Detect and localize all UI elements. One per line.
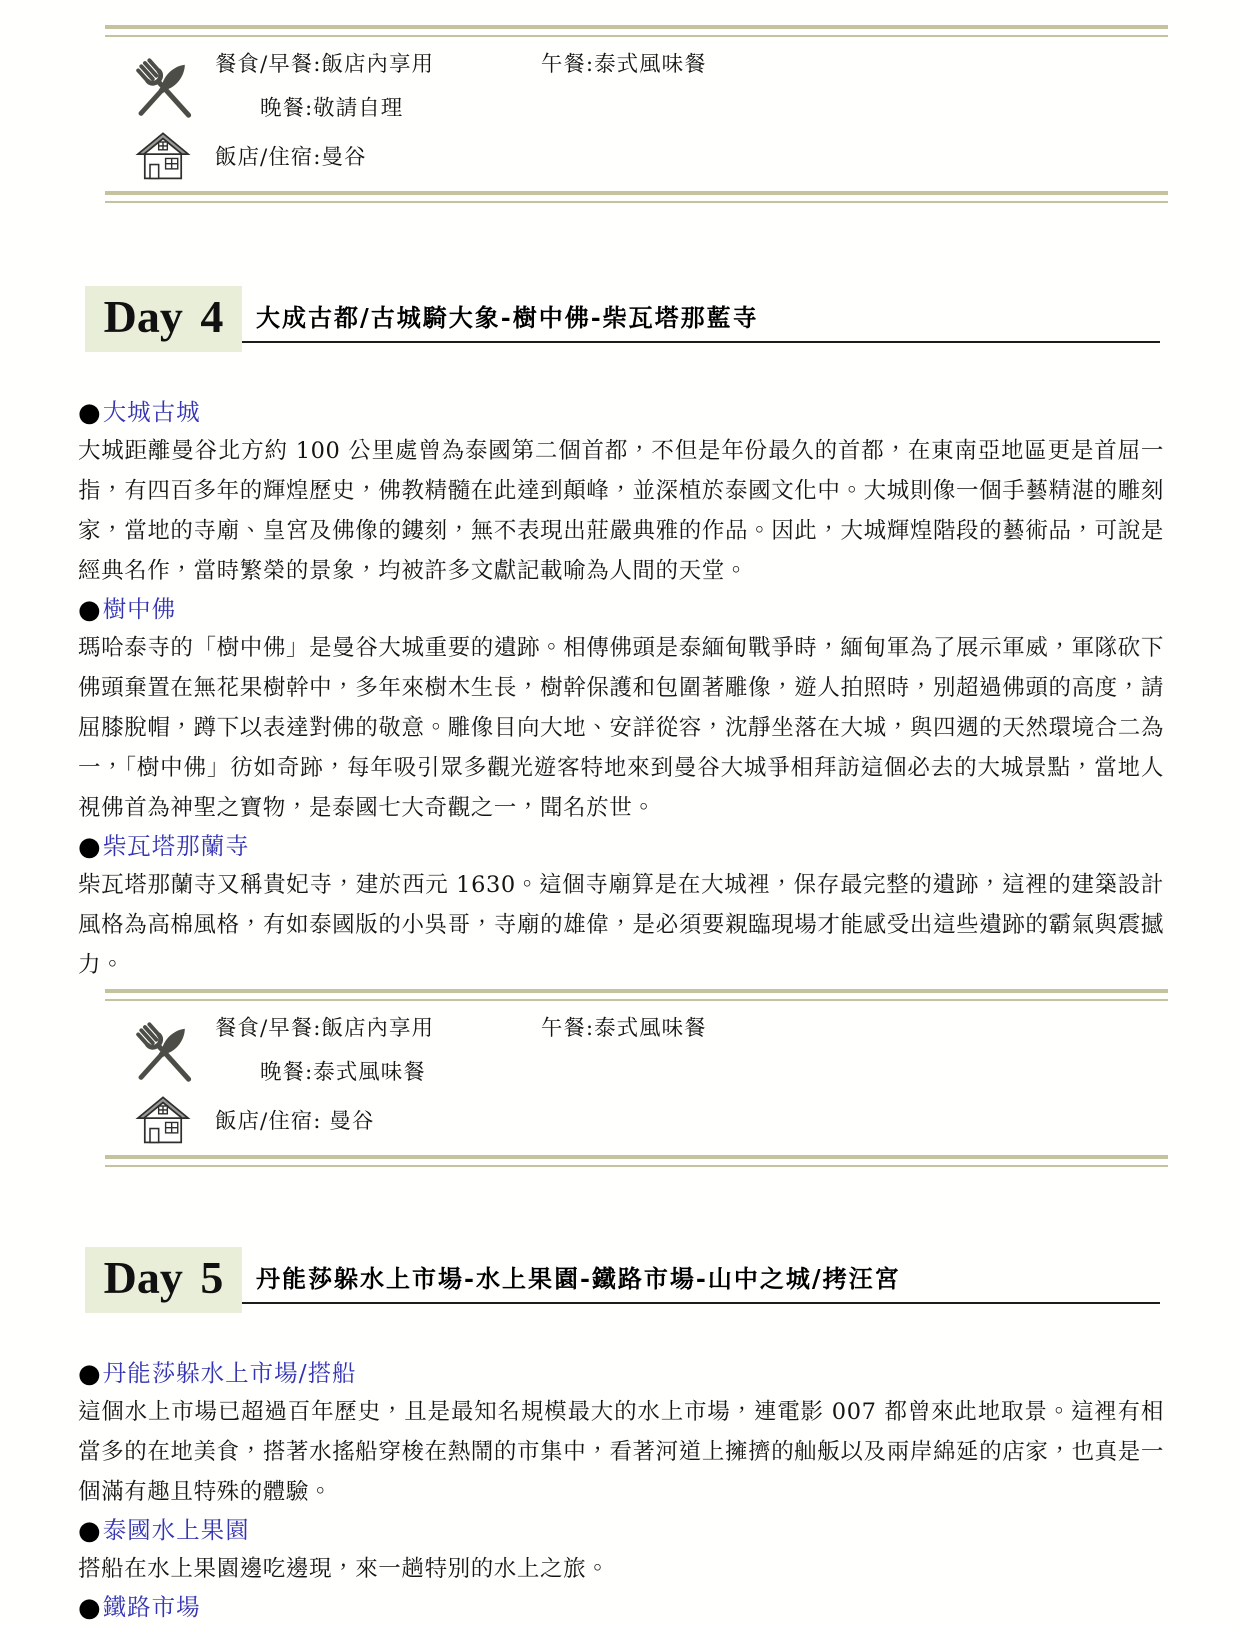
divider-line [105,1165,1168,1167]
divider-line [105,1155,1168,1159]
hotel-text: 飯店/住宿: 曼谷 [215,1109,375,1134]
house-icon [135,129,191,181]
divider-line [105,201,1168,203]
section-heading-railway-market [78,1589,1164,1626]
section-body-fruit-orchard: 搭船在水上果園邊吃邊現，來一趟特別的水上之旅。 [78,1556,610,1582]
bullet-icon: ● [78,1359,102,1389]
section-heading-fruit-orchard [78,1512,1164,1549]
bullet-icon: ● [78,595,102,625]
lunch-text: 午餐:泰式風味餐 [540,52,707,77]
meal-hotel-block-day5 [105,989,1168,1167]
day5-title: 丹能莎躲水上市場-水上果園-鐵路市場-山中之城/拷汪宮 [242,1247,1160,1304]
day4-header [85,286,1160,352]
section-heading-buddha-in-tree [78,591,1164,628]
breakfast-text: 餐食/早餐:飯店內享用 [215,1016,434,1041]
dinner-text: 晚餐:泰式風味餐 [260,1060,426,1085]
house-icon [135,1093,191,1145]
day4-label: Day 4 [85,286,242,352]
breakfast-text: 餐食/早餐:飯店內享用 [215,52,434,77]
divider-line [105,25,1168,29]
day4-title: 大成古都/古城騎大象-樹中佛-柴瓦塔那藍寺 [242,286,1160,343]
lunch-text: 午餐:泰式風味餐 [540,1016,707,1041]
section-body-ayutthaya: 大城距離曼谷北方約 100 公里處曾為泰國第二個首都，不但是年份最久的首都，在東南亞地區更是首屈一指，有四百多年的輝煌歷史，佛教精髓在此達到顛峰，並深植於泰國文化中。大城則像一個手藝精湛的雕刻家，當地的寺廟、皇宮及佛像的鏤刻，無不表現出莊嚴典雅的作品。因此，大城輝煌階段的藝術品，可說是經典名作，當時繁榮的景象，均被許多文獻記載喻為人間的天堂。 [78,438,1164,584]
section-heading-text: 丹能莎躲水上市場/搭船 [102,1359,357,1387]
section-heading-floating-market [78,1355,1164,1392]
meal-hotel-block-day4 [105,25,1168,203]
day5-label: Day 5 [85,1247,242,1313]
section-heading-text: 大城古城 [102,398,201,426]
bullet-icon: ● [78,1516,102,1546]
section-body-floating-market: 這個水上市場已超過百年歷史，且是最知名規模最大的水上市場，連電影 007 都曾來此地取景。這裡有相當多的在地美食，搭著水搖船穿梭在熱鬧的市集中，看著河道上擁擠的舢舨以及兩岸綿延的店家，也真是一個滿有趣且特殊的體驗。 [78,1399,1164,1505]
section-heading-text: 泰國水上果園 [102,1516,250,1544]
divider-line [105,191,1168,195]
hotel-text: 飯店/住宿:曼谷 [215,145,367,170]
section-heading-text: 鐵路市場 [102,1593,201,1621]
dinner-text: 晚餐:敬請自理 [260,96,404,121]
section-body-buddha-in-tree: 瑪哈泰寺的「樹中佛」是曼谷大城重要的遺跡。相傳佛頭是泰緬甸戰爭時，緬甸軍為了展示軍威，軍隊砍下佛頭棄置在無花果樹幹中，多年來樹木生長，樹幹保護和包圍著雕像，遊人拍照時，別超過佛頭的高度，請屈膝脫帽，蹲下以表達對佛的敬意。雕像目向大地、安詳從容，沈靜坐落在大城，與四週的天然環境合二為一，「樹中佛」彷如奇跡，每年吸引眾多觀光遊客特地來到曼谷大城爭相拜訪這個必去的大城景點，當地人視佛首為神聖之寶物，是泰國七大奇觀之一，聞名於世。 [78,635,1164,821]
section-heading-ayutthaya [78,394,1164,431]
fork-knife-icon [131,51,197,127]
section-body-wat-chaiwatthanaram: 柴瓦塔那蘭寺又稱貴妃寺，建於西元 1630。這個寺廟算是在大城裡，保存最完整的遺跡，這裡的建築設計風格為高棉風格，有如泰國版的小吳哥，寺廟的雄偉，是必須要親臨現場才能感受出這些遺跡的霸氣與震撼力。 [78,872,1164,978]
bullet-icon: ● [78,1593,102,1623]
section-heading-text: 柴瓦塔那蘭寺 [102,832,250,860]
section-heading-text: 樹中佛 [102,595,177,623]
day5-header [85,1247,1160,1313]
section-heading-wat-chaiwatthanaram [78,828,1164,865]
bullet-icon: ● [78,398,102,428]
divider-line [105,989,1168,993]
fork-knife-icon [131,1015,197,1091]
bullet-icon: ● [78,832,102,862]
